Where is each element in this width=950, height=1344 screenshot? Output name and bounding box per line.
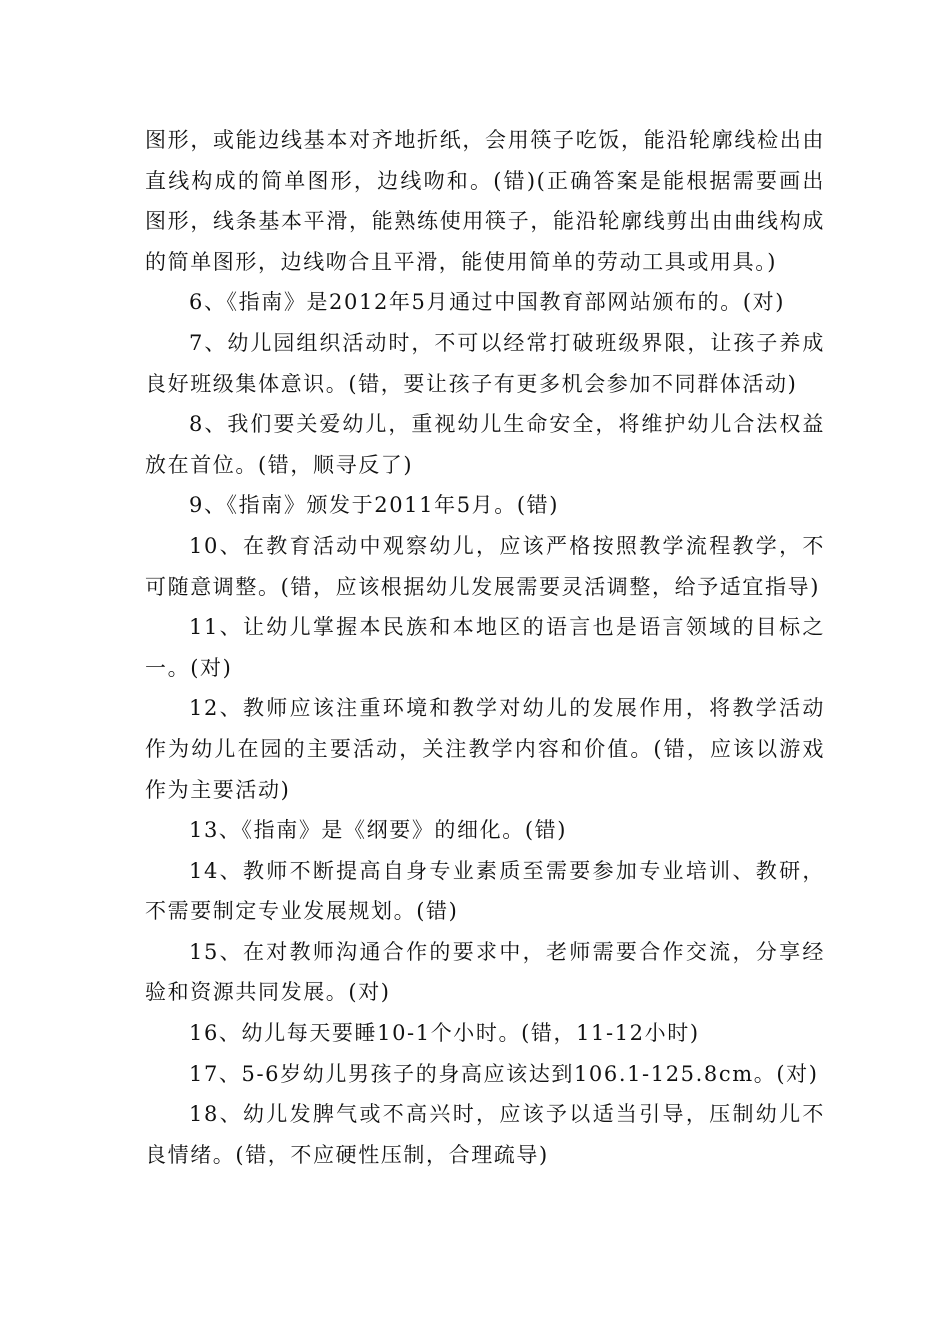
question-14: 14、教师不断提高自身专业素质至需要参加专业培训、教研，不需要制定专业发展规划。(错) — [145, 858, 825, 924]
question-8: 8、我们要关爱幼儿，重视幼儿生命安全，将维护幼儿合法权益放在首位。(错，顺寻反了) — [145, 412, 825, 477]
question-6: 6、《指南》是2012年5月通过中国教育部网站颁布的。(对) — [189, 290, 786, 315]
question-11: 11、让幼儿掌握本民族和本地区的语言也是语言领域的目标之一。(对) — [145, 615, 825, 680]
question-17: 17、5-6岁幼儿男孩子的身高应该达到106.1-125.8cm。(对) — [189, 1061, 819, 1086]
question-16: 16、幼儿每天要睡10-1个小时。(错，11-12小时) — [189, 1021, 700, 1046]
question-12: 12、教师应该注重环境和教学对幼儿的发展作用，将教学活动作为幼儿在园的主要活动，关注教学内容和价值。(错，应该以游戏作为主要活动) — [145, 696, 825, 802]
question-18: 18、幼儿发脾气或不高兴时，应该予以适当引导，压制幼儿不良情绪。(错，不应硬性压制，合理疏导) — [145, 1102, 825, 1167]
question-13: 13、《指南》是《纲要》的细化。(错) — [189, 818, 568, 843]
continued-answer-paragraph: 图形，或能边线基本对齐地折纸，会用筷子吃饭，能沿轮廓线检出由直线构成的简单图形，边线吻和。(错)(正确答案是能根据需要画出图形，线条基本平滑，能熟练使用筷子，能沿轮廓线剪出由曲线构成的简单图形，边线吻合且平滑，能使用简单的劳动工具或用具。) — [145, 128, 825, 274]
document-body — [145, 120, 825, 1175]
question-15: 15、在对教师沟通合作的要求中，老师需要合作交流，分享经验和资源共同发展。(对) — [145, 939, 825, 1005]
question-9: 9、《指南》颁发于2011年5月。(错) — [189, 493, 560, 518]
question-10: 10、在教育活动中观察幼儿，应该严格按照教学流程教学，不可随意调整。(错，应该根据幼儿发展需要灵活调整，给予适宜指导) — [145, 533, 825, 599]
question-7: 7、幼儿园组织活动时，不可以经常打破班级界限，让孩子养成良好班级集体意识。(错，要让孩子有更多机会参加不同群体活动) — [145, 330, 825, 396]
